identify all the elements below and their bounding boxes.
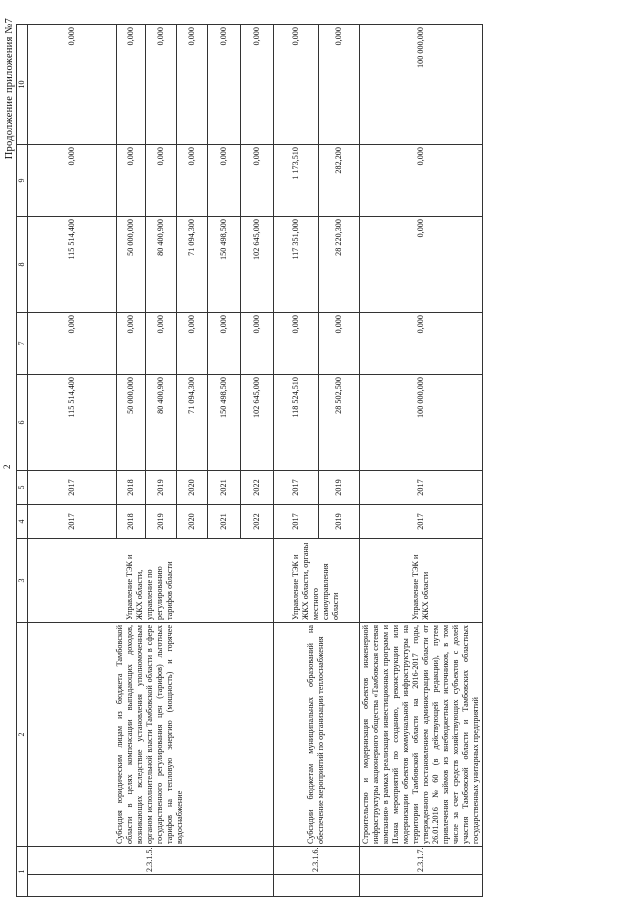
end-year: 2019	[145, 471, 176, 505]
column-header-1: 1	[17, 847, 28, 897]
regional-amount: 117 351,000	[273, 217, 318, 313]
start-year: 2020	[176, 505, 207, 539]
federal-amount: 0,000	[273, 313, 318, 375]
regional-amount: 80 400,900	[145, 217, 176, 313]
column-header-7: 7	[17, 313, 28, 375]
regional-amount: 102 645,000	[240, 217, 273, 313]
measure-description: Строительство и модернизация объектов инженерной инфраструктуры акционерного общества «Тамбовская сетевая компания» в рамках реализации инвестиционных программ и Плана мероприятий по созданию, реконструкции или модернизации объектов коммунальной инфраструктуры на территории Тамбовской области на 2016-2017 годы, утвержденного постановлением администрации области от 26.01.2016 №60 (в действующей редакции), путем привлечения займов из внебюджетных источников, в том числе за счет средств хозяйствующих субъектов с долей участия Тамбовской области и Тамбовских областных государственных унитарных предприятий	[359, 623, 482, 847]
total-amount: 118 524,510	[273, 375, 318, 471]
total-amount: 80 400,900	[145, 375, 176, 471]
total-amount: 28 502,500	[318, 375, 359, 471]
extrabudget-amount: 0,000	[116, 25, 145, 145]
start-year: 2019	[145, 505, 176, 539]
local-amount: 0,000	[145, 145, 176, 217]
column-number-row	[17, 25, 28, 897]
total-amount: 50 000,000	[116, 375, 145, 471]
measure-description: Субсидия юридическим лицам из бюджета Тамбовской области в целях компенсации выпадающих доходов, возникающих вследствие установления уполномоченным органом исполнительной власти Тамбовской области в сфере государственного регулирования цен (тарифов) льготных тарифов на тепловую энергию (мощность) и горячее водоснабжение	[27, 623, 273, 847]
extrabudget-amount: 0,000	[273, 25, 318, 145]
end-year: 2018	[116, 471, 145, 505]
row-number	[359, 875, 482, 897]
federal-amount: 0,000	[318, 313, 359, 375]
federal-amount: 0,000	[27, 313, 116, 375]
federal-amount: 0,000	[359, 313, 482, 375]
local-amount: 0,000	[359, 145, 482, 217]
appendix-caption: Продолжение приложения №7	[4, 18, 15, 160]
start-year: 2022	[240, 505, 273, 539]
end-year: 2022	[240, 471, 273, 505]
local-amount: 0,000	[116, 145, 145, 217]
column-header-2: 2	[17, 623, 28, 847]
start-year: 2021	[207, 505, 240, 539]
end-year: 2020	[176, 471, 207, 505]
start-year: 2018	[116, 505, 145, 539]
extrabudget-amount: 0,000	[318, 25, 359, 145]
start-year: 2019	[318, 505, 359, 539]
start-year: 2017	[273, 505, 318, 539]
total-amount: 115 514,400	[27, 375, 116, 471]
end-year: 2017	[27, 471, 116, 505]
regional-amount: 115 514,400	[27, 217, 116, 313]
column-header-10: 10	[17, 25, 28, 145]
local-amount: 1 173,510	[273, 145, 318, 217]
column-header-4: 4	[17, 505, 28, 539]
row-number	[273, 875, 359, 897]
regional-amount: 71 094,300	[176, 217, 207, 313]
column-header-3: 3	[17, 539, 28, 623]
local-amount: 0,000	[240, 145, 273, 217]
extrabudget-amount: 100 000,000	[359, 25, 482, 145]
table-row	[273, 25, 318, 897]
extrabudget-amount: 0,000	[27, 25, 116, 145]
column-header-6: 6	[17, 375, 28, 471]
regional-amount: 50 000,000	[116, 217, 145, 313]
local-amount: 0,000	[176, 145, 207, 217]
page-number: 2	[2, 464, 12, 469]
measure-executor: Управление ТЭК и ЖКХ области, органы местного самоуправления области	[273, 539, 359, 623]
column-header-9: 9	[17, 145, 28, 217]
total-amount: 102 645,000	[240, 375, 273, 471]
federal-amount: 0,000	[145, 313, 176, 375]
end-year: 2017	[359, 471, 482, 505]
local-amount: 0,000	[27, 145, 116, 217]
measure-code: 2.3.1.7.	[359, 847, 482, 875]
federal-amount: 0,000	[240, 313, 273, 375]
end-year: 2019	[318, 471, 359, 505]
start-year: 2017	[27, 505, 116, 539]
table-row	[359, 25, 482, 897]
start-year: 2017	[359, 505, 482, 539]
measure-code: 2.3.1.6.	[273, 847, 359, 875]
end-year: 2021	[207, 471, 240, 505]
measure-description: Субсидии бюджетам муниципальных образований на обеспечение мероприятий по организации теплоснабжения	[273, 623, 359, 847]
federal-amount: 0,000	[176, 313, 207, 375]
column-header-8: 8	[17, 217, 28, 313]
federal-amount: 0,000	[116, 313, 145, 375]
measure-code: 2.3.1.5.	[27, 847, 273, 875]
extrabudget-amount: 0,000	[240, 25, 273, 145]
total-amount: 71 094,300	[176, 375, 207, 471]
program-table	[16, 24, 483, 897]
table-row	[27, 25, 116, 897]
local-amount: 282,200	[318, 145, 359, 217]
total-amount: 150 498,500	[207, 375, 240, 471]
measure-executor: Управление ТЭК и ЖКХ области	[359, 539, 482, 623]
extrabudget-amount: 0,000	[176, 25, 207, 145]
regional-amount: 150 498,500	[207, 217, 240, 313]
regional-amount: 0,000	[359, 217, 482, 313]
end-year: 2017	[273, 471, 318, 505]
row-number	[27, 875, 273, 897]
measure-executor: Управление ТЭК и ЖКХ области, управление по регулированию тарифов области	[27, 539, 273, 623]
extrabudget-amount: 0,000	[207, 25, 240, 145]
total-amount: 100 000,000	[359, 375, 482, 471]
regional-amount: 28 220,300	[318, 217, 359, 313]
extrabudget-amount: 0,000	[145, 25, 176, 145]
column-header-5: 5	[17, 471, 28, 505]
federal-amount: 0,000	[207, 313, 240, 375]
local-amount: 0,000	[207, 145, 240, 217]
